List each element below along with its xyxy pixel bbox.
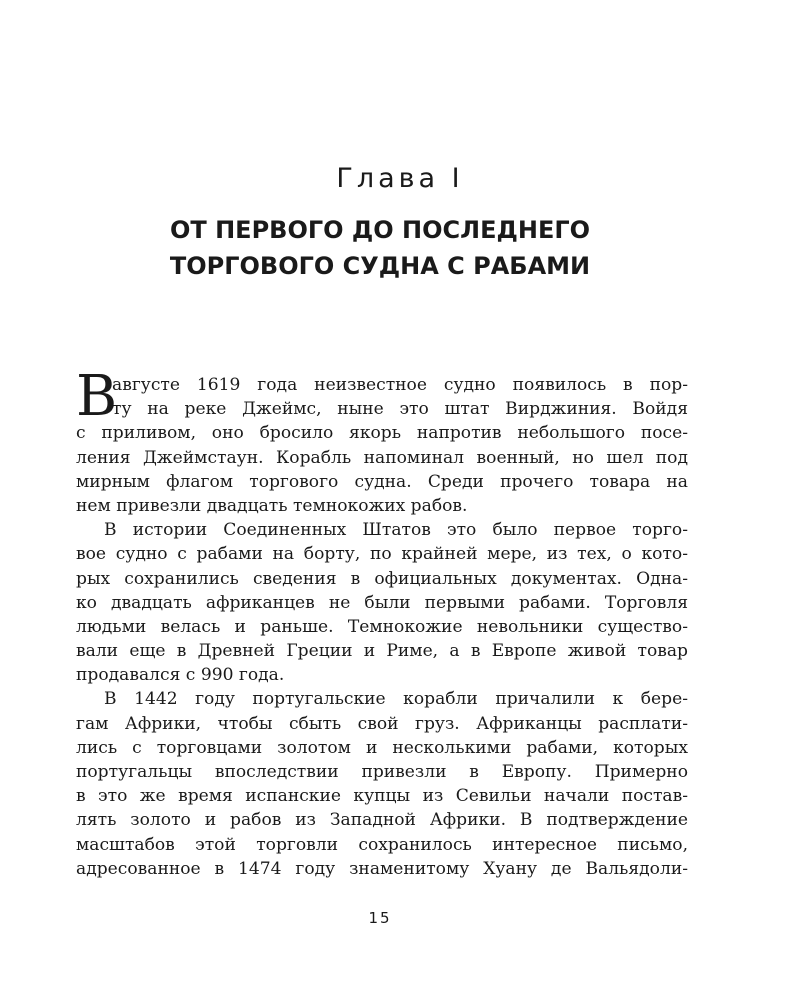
text-line: ту на реке Джеймс, ныне это штат Вирджиния. Войдя xyxy=(112,399,688,420)
chapter-label: Глава I xyxy=(336,163,464,194)
text-line: лись с торговцами золотом и несколькими рабами, которых xyxy=(76,737,688,758)
page-number: 15 xyxy=(368,909,392,927)
chapter-title-line: ТОРГОВОГО СУДНА С РАБАМИ xyxy=(169,252,591,280)
text-line: В истории Соединенных Штатов это было первое торго- xyxy=(104,520,688,541)
body-text xyxy=(76,364,688,881)
text-line: ко двадцать африканцев не были первыми рабами. Торговля xyxy=(76,592,688,613)
text-line: португальцы впоследствии привезли в Европу. Примерно xyxy=(76,762,688,782)
drop-cap: В xyxy=(76,364,118,429)
chapter-title xyxy=(0,212,760,284)
text-line: августе 1619 года неизвестное судно появилось в пор- xyxy=(112,375,688,395)
text-line: мирным флагом торгового судна. Среди прочего товара на xyxy=(76,471,688,492)
text-line: адресованное в 1474 году знаменитому Хуану де Вальядоли- xyxy=(76,858,688,879)
text-line: масштабов этой торговли сохранилось интересное письмо, xyxy=(76,834,688,855)
text-line: лять золото и рабов из Западной Африки. В подтверждение xyxy=(76,810,688,831)
text-line: людьми велась и раньше. Темнокожие невольники существо- xyxy=(76,616,688,637)
text-line: нем привезли двадцать темнокожих рабов. xyxy=(76,495,468,516)
chapter-title-line: ОТ ПЕРВОГО ДО ПОСЛЕДНЕГО xyxy=(169,216,591,244)
text-line: гам Африки, чтобы сбыть свой груз. Африканцы расплати- xyxy=(76,713,688,734)
text-line: рых сохранились сведения в официальных документах. Одна- xyxy=(76,568,688,589)
text-line: В 1442 году португальские корабли причалили к бере- xyxy=(104,689,688,710)
text-line: в это же время испанские купцы из Севильи начали постав- xyxy=(76,786,688,807)
text-line: вое судно с рабами на борту, по крайней мере, из тех, о кото- xyxy=(76,544,688,565)
text-line: продавался с 990 года. xyxy=(76,665,285,686)
text-line: ления Джеймстаун. Корабль напоминал военный, но шел под xyxy=(76,447,688,468)
text-line: вали еще в Древней Греции и Риме, а в Европе живой товар xyxy=(76,641,688,662)
text-line: с приливом, оно бросило якорь напротив небольшого посе- xyxy=(76,423,688,444)
